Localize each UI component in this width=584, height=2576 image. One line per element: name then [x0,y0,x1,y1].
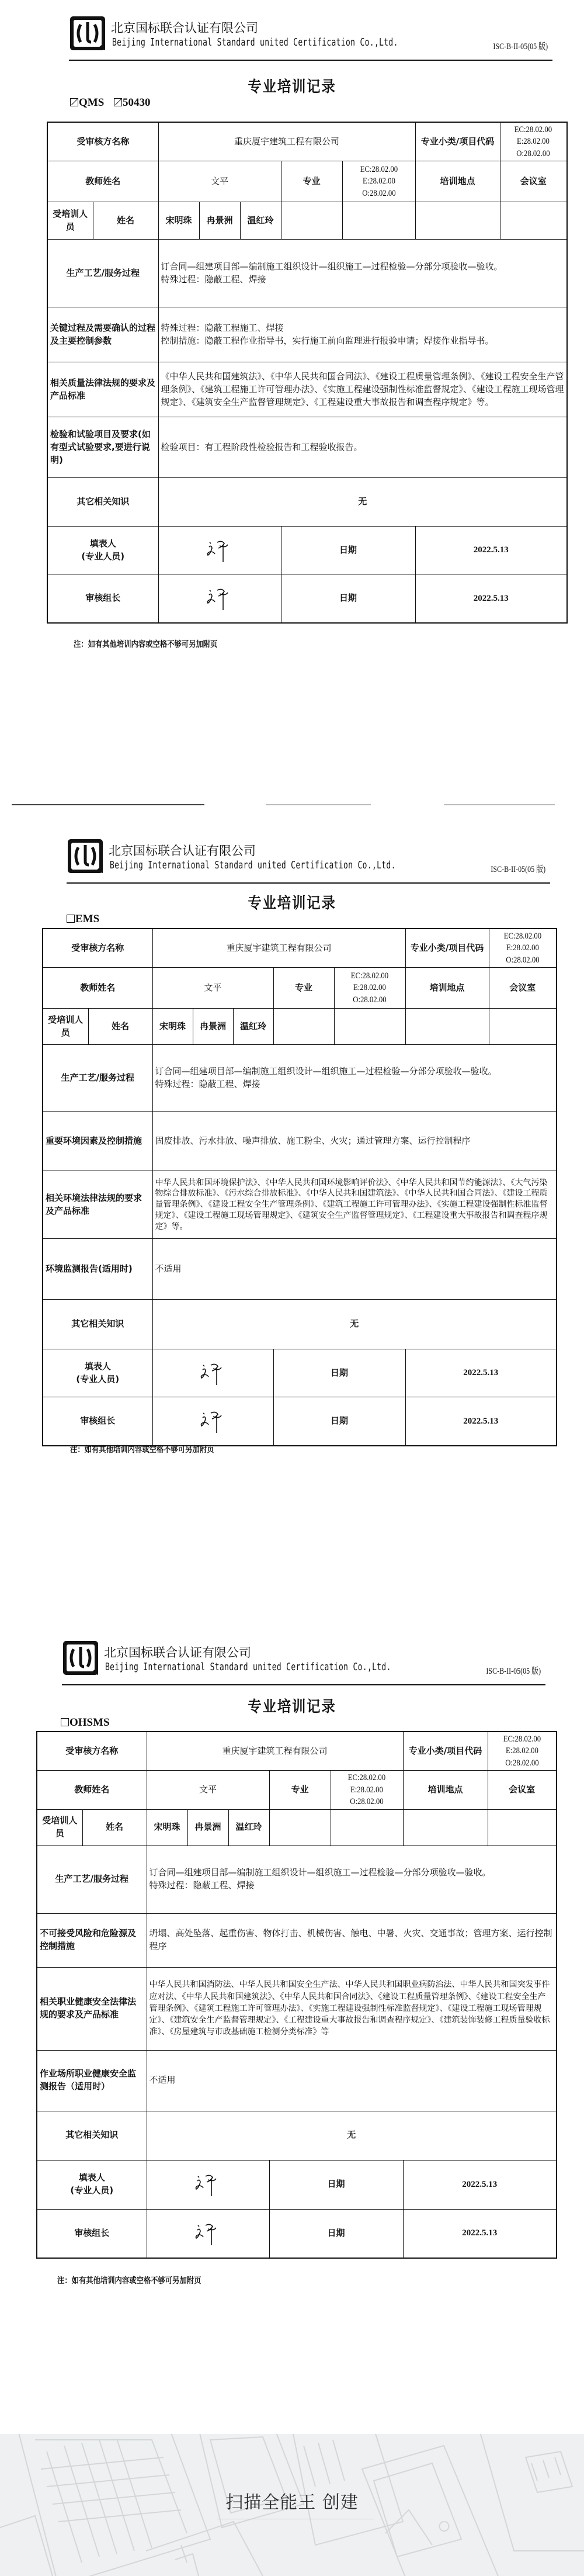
training-record-table [42,928,557,1446]
header-rule [69,60,552,61]
filler-signature [152,1349,273,1397]
teacher-name: 文平 [147,1771,269,1809]
trainee-name: 冉景洲 [193,1009,233,1045]
page-title: 专业培训记录 [248,895,336,912]
env-factor-value: 固废排放、污水排放、噪声排放、施工粉尘、火灾；通过管理方案、运行控制程序 [152,1112,557,1171]
training-record-table [36,1731,557,2259]
location-label: 培训地点 [405,968,489,1009]
document-header [62,1640,541,1698]
table-row [47,527,567,574]
key-process-value [158,307,567,362]
trainee-name: 宋明珠 [158,202,199,240]
table-row [43,1009,557,1045]
date-label: 日期 [273,1397,405,1446]
category-codes [500,122,567,161]
system-tag-50430[interactable] [114,96,151,109]
empty-cell [488,1809,557,1846]
table-row [37,1809,557,1846]
table-row [47,478,567,527]
trainee-label: 受培训人员 [47,202,93,240]
table-row [47,307,567,362]
process-line: 特殊过程：隐蔽工程、焊接 [155,1078,260,1089]
empty-cell [403,1809,488,1846]
trainee-name: 冉景洲 [199,202,240,240]
company-name-en: Beijing International Standard united Certification Co.,Ltd. [105,1661,391,1673]
category-label: 专业小类/项目代码 [403,1732,488,1771]
code-e: E:28.02.00 [350,1785,384,1795]
specialty-label: 专业 [273,968,334,1009]
filler-label-line: 填表人 [84,1361,111,1372]
process-label: 生产工艺/服务过程 [37,1846,147,1913]
ohs-monitor-label: 作业场所职业健康安全监测报告（适用时） [37,2050,147,2111]
trainee-name: 宋明珠 [152,1009,193,1045]
page-edge-line [12,804,204,805]
system-tag-ems[interactable] [67,913,99,925]
code-e: E:28.02.00 [353,983,387,993]
env-monitor-label: 环境监测报告(适用时) [43,1239,152,1300]
auditee-name: 重庆厦宇建筑工程有限公司 [152,929,405,968]
inspection-value: 检验项目：有工程阶段性检验报告和工程验收报告。 [158,417,567,478]
table-row [37,1967,557,2050]
company-name-en: Beijing International Standard united Certification Co.,Ltd. [110,859,396,871]
code-o: O:28.02.00 [516,148,550,158]
table-row [47,240,567,307]
trainee-label: 受培训人员 [43,1009,88,1045]
table-row [37,1913,557,1967]
date-label: 日期 [273,1349,405,1397]
env-factor-label: 重要环境因素及控制措施 [43,1112,152,1171]
header-rule [67,882,550,884]
category-codes [489,929,557,968]
table-row [43,1112,557,1171]
date-label: 日期 [269,2209,403,2258]
code-ec: EC:28.02.00 [360,165,398,175]
filler-label-line: (专业人员) [81,550,125,562]
code-e: E:28.02.00 [506,943,539,953]
env-law-value: 中华人民共和国环境保护法》、《中华人民共和国环境影响评价法》、《中华人民共和国节约能源法》、《大气污染物综合排放标准》、《污水综合排放标准》、《中华人民共和国建筑法》、《中华人民共和国合同法》、《建设工程质量管理条例》、《建设工程安全生产管理条例》、《建筑工程施工许可管理办法》、《实施工程建设强制性标准监督规定》、《建设工程施工现场管理规定》、《建筑安全生产监督管理规定》、《工程建设重大事故报告和调查程序规定》等。 [152,1171,557,1239]
trainee-name: 温红玲 [240,202,281,240]
company-logo-icon [67,838,105,875]
code-ec: EC:28.02.00 [347,1773,386,1783]
date-text: 2022.5.13 [473,593,509,603]
system-tag-label: QMS [79,96,105,109]
location-value: 会议室 [500,161,567,202]
trainee-name: 温红玲 [233,1009,273,1045]
date-text: 2022.5.13 [463,1368,499,1378]
location-label: 培训地点 [415,161,500,202]
record-page-ohsms [0,1613,584,2431]
table-row [43,968,557,1009]
form-code: ISC-B-II-05(05 版) [493,42,548,51]
process-line: 订合同—组建项目部—编制施工组织设计—组织施工—过程检验—分部分项验收—验收。 [161,261,503,272]
table-row [47,362,567,417]
code-o: O:28.02.00 [361,188,396,198]
teacher-label: 教师姓名 [47,161,158,202]
code-o: O:28.02.00 [350,1796,384,1806]
risk-value: 坍塌、高处坠落、起重伤害、物体打击、机械伤害、触电、中暑、火灾、交通事故；管理方案、运行控制程序 [147,1913,557,1967]
code-e: E:28.02.00 [505,1746,538,1756]
teacher-name: 文平 [158,161,281,202]
checkbox-unchecked-icon[interactable] [67,915,75,923]
leader-signature [147,2209,269,2258]
ohs-monitor-value: 不适用 [147,2050,557,2111]
footnote: 注：如有其他培训内容或空格不够可另加附页 [74,640,218,649]
auditee-name: 重庆厦宇建筑工程有限公司 [147,1732,403,1771]
date-label: 日期 [281,574,415,623]
empty-cell [269,1809,331,1846]
code-o: O:28.02.00 [506,955,540,965]
training-record-table [47,122,568,624]
company-name-en: Beijing International Standard united Certification Co.,Ltd. [112,36,398,49]
trainee-name-label: 姓名 [88,1009,152,1045]
system-tag-label: OHSMS [69,1716,110,1729]
system-tag-qms[interactable] [70,96,104,109]
table-row [37,1771,557,1809]
scanner-credit-text: 扫描全能王 创建 [225,2492,359,2513]
env-law-label: 相关环境法律法规的要求及产品标准 [43,1171,152,1239]
env-monitor-value: 不适用 [152,1239,557,1300]
table-row [47,202,567,240]
filler-signature [147,2160,269,2209]
code-e: E:28.02.00 [517,137,550,147]
process-value [152,1045,557,1112]
process-label: 生产工艺/服务过程 [47,240,158,307]
filler-label-line: (专业人员) [76,1373,120,1384]
scanner-watermark-banner [0,2434,584,2576]
system-tag-label: 50430 [123,96,151,109]
date-value [403,2209,557,2258]
page-edge-line [444,804,555,805]
checkbox-unchecked-icon[interactable] [61,1718,69,1726]
process-line: 特殊过程：隐蔽工程、焊接 [161,273,266,285]
empty-cell [489,1009,557,1045]
document-header [67,838,545,896]
quality-law-label: 相关质量法律法规的要求及产品标准 [47,362,158,417]
date-value [405,1397,557,1446]
date-text: 2022.5.13 [473,545,509,555]
header-rule [62,1684,545,1685]
empty-cell [281,202,342,240]
ohs-law-label: 相关职业健康安全法律法规的要求及产品标准 [37,1967,147,2050]
table-row [43,929,557,968]
record-page-ems [0,806,584,1613]
teacher-label: 教师姓名 [37,1771,147,1809]
process-line: 订合同—组建项目部—编制施工组织设计—组织施工—过程检验—分部分项验收—验收。 [155,1066,497,1076]
category-codes [488,1732,557,1771]
category-label: 专业小类/项目代码 [415,122,500,161]
empty-cell [415,202,500,240]
table-row [43,1045,557,1112]
table-row [47,417,567,478]
table-row [37,1732,557,1771]
process-value [158,240,567,307]
leader-signature [152,1397,273,1446]
process-line: 订合同—组建项目部—编制施工组织设计—组织施工—过程检验—分部分项验收—验收。 [149,1867,491,1878]
inspection-label: 检验和试验项目及要求(如有型式试验要求,要进行说明) [47,417,158,478]
system-tags [61,1716,117,1729]
filler-label-line: 填表人 [89,538,116,549]
handwritten-signature-icon [202,582,237,615]
footnote: 注：如有其他培训内容或空格不够可另加附页 [70,1445,214,1455]
code-ec: EC:28.02.00 [503,932,542,941]
date-value [403,2160,557,2209]
other-knowledge-value: 无 [147,2111,557,2160]
code-o: O:28.02.00 [505,1758,539,1768]
table-row [47,574,567,623]
date-value [405,1349,557,1397]
trainee-label: 受培训人员 [37,1809,82,1846]
handwritten-signature-icon [196,1357,231,1390]
quality-law-value: 《中华人民共和国建筑法》、《中华人民共和国合同法》、《建设工程质量管理条例》、《建设工程安全生产管理条例》、《建筑工程施工许可管理办法》、《实施工程建设强制性标准监督规定》、《建设工程施工现场管理规定》、《建筑安全生产监督管理规定》、《工程建设重大事故报告和调查程序规定》等。 [158,362,567,417]
auditee-label: 受审核方名称 [37,1732,147,1771]
handwritten-signature-icon [196,1405,231,1438]
empty-cell [342,202,415,240]
other-knowledge-value: 无 [152,1300,557,1349]
category-label: 专业小类/项目代码 [405,929,489,968]
empty-cell [500,202,567,240]
specialty-codes [331,1771,403,1809]
leader-label: 审核组长 [37,2209,147,2258]
system-tags [70,96,158,109]
trainee-name: 温红玲 [228,1809,269,1846]
specialty-label: 专业 [281,161,342,202]
location-label: 培训地点 [403,1771,488,1809]
system-tag-label: EMS [75,913,100,925]
leader-label: 审核组长 [47,574,158,623]
page-title: 专业培训记录 [248,78,336,96]
document-header [69,15,548,74]
handwritten-signature-icon [190,2168,225,2201]
form-code: ISC-B-II-05(05 版) [491,865,545,874]
trainee-name-label: 姓名 [82,1809,147,1846]
system-tag-ohsms[interactable] [61,1716,110,1729]
company-name-cn: 北京国标联合认证有限公司 [109,844,256,858]
date-text: 2022.5.13 [462,2228,498,2238]
key-process-line: 特殊过程：隐蔽工程施工、焊接 [161,323,284,333]
date-value [415,574,567,623]
filler-label-line: (专业人员) [70,2185,114,2196]
trainee-name: 冉景洲 [187,1809,228,1846]
auditee-label: 受审核方名称 [47,122,158,161]
location-value: 会议室 [488,1771,557,1809]
company-logo-icon [69,15,107,53]
empty-cell [273,1009,334,1045]
specialty-codes [334,968,405,1009]
table-row [43,1397,557,1446]
empty-cell [334,1009,405,1045]
table-row [37,2111,557,2160]
handwritten-signature-icon [202,534,237,567]
date-text: 2022.5.13 [462,2179,498,2189]
table-row [43,1349,557,1397]
page-edge-line [266,804,371,805]
checkbox-checked-icon[interactable] [70,98,78,106]
empty-cell [405,1009,489,1045]
table-row [37,2160,557,2209]
date-value [415,527,567,574]
key-process-line: 控制措施：隐蔽工程作业指导书，实行施工前向监理进行报验申请；焊接作业指导书。 [161,335,494,346]
process-line: 特殊过程：隐蔽工程、焊接 [149,1880,255,1891]
process-value [147,1846,557,1913]
code-ec: EC:28.02.00 [503,1734,541,1744]
footnote: 注：如有其他培训内容或空格不够可另加附页 [57,2276,201,2286]
company-name-cn: 北京国标联合认证有限公司 [104,1646,251,1660]
auditee-label: 受审核方名称 [43,929,152,968]
company-logo-icon [62,1640,100,1677]
table-row [43,1300,557,1349]
key-process-label: 关键过程及需要确认的过程及主要控制参数 [47,307,158,362]
date-text: 2022.5.13 [463,1416,499,1426]
specialty-label: 专业 [269,1771,331,1809]
risk-label: 不可接受风险和危险源及控制措施 [37,1913,147,1967]
empty-cell [331,1809,403,1846]
leader-label: 审核组长 [43,1397,152,1446]
filler-label [47,527,158,574]
leader-signature [158,574,281,623]
trainee-name-label: 姓名 [93,202,158,240]
teacher-name: 文平 [152,968,273,1009]
code-o: O:28.02.00 [353,995,387,1005]
record-page-qms [0,0,584,806]
filler-label [37,2160,147,2209]
date-label: 日期 [269,2160,403,2209]
other-knowledge-label: 其它相关知识 [37,2111,147,2160]
filler-label [43,1349,152,1397]
table-row [37,2050,557,2111]
process-label: 生产工艺/服务过程 [43,1045,152,1112]
code-ec: EC:28.02.00 [515,125,552,134]
other-knowledge-label: 其它相关知识 [43,1300,152,1349]
form-code: ISC-B-II-05(05 版) [486,1667,541,1676]
table-row [47,161,567,202]
filler-label-line: 填表人 [78,2172,105,2183]
teacher-label: 教师姓名 [43,968,152,1009]
table-row [43,1171,557,1239]
table-row [37,1846,557,1913]
page-title: 专业培训记录 [248,1698,336,1716]
table-row [37,2209,557,2258]
specialty-codes [342,161,415,202]
checkbox-checked-icon[interactable] [114,98,122,106]
other-knowledge-label: 其它相关知识 [47,478,158,527]
ohs-law-value: 中华人民共和国消防法、中华人民共和国安全生产法、中华人民共和国职业病防治法、中华人民共和国突发事件应对法、《中华人民共和国建筑法》、《中华人民共和国合同法》、《建设工程质量管理条例》、《建设工程安全生产管理条例》、《建筑工程施工许可管理办法》、《实施工程建设强制性标准监督规定》、《建设工程施工现场管理规定》、《建筑安全生产监督管理规定》、《工程建设重大事故报告和调查程序规定》、《建筑装饰装修工程质量验收标准》、《房屋建筑与市政基础施工检测分类标准》等 [147,1967,557,2050]
code-ec: EC:28.02.00 [350,971,389,981]
system-tags [67,913,106,926]
date-label: 日期 [281,527,415,574]
other-knowledge-value: 无 [158,478,567,527]
trainee-name: 宋明珠 [147,1809,187,1846]
location-value: 会议室 [489,968,557,1009]
company-name-cn: 北京国标联合认证有限公司 [111,21,258,35]
code-e: E:28.02.00 [362,176,395,186]
handwritten-signature-icon [190,2217,225,2250]
auditee-name: 重庆厦宇建筑工程有限公司 [158,122,415,161]
filler-signature [158,527,281,574]
table-row [47,122,567,161]
table-row [43,1239,557,1300]
